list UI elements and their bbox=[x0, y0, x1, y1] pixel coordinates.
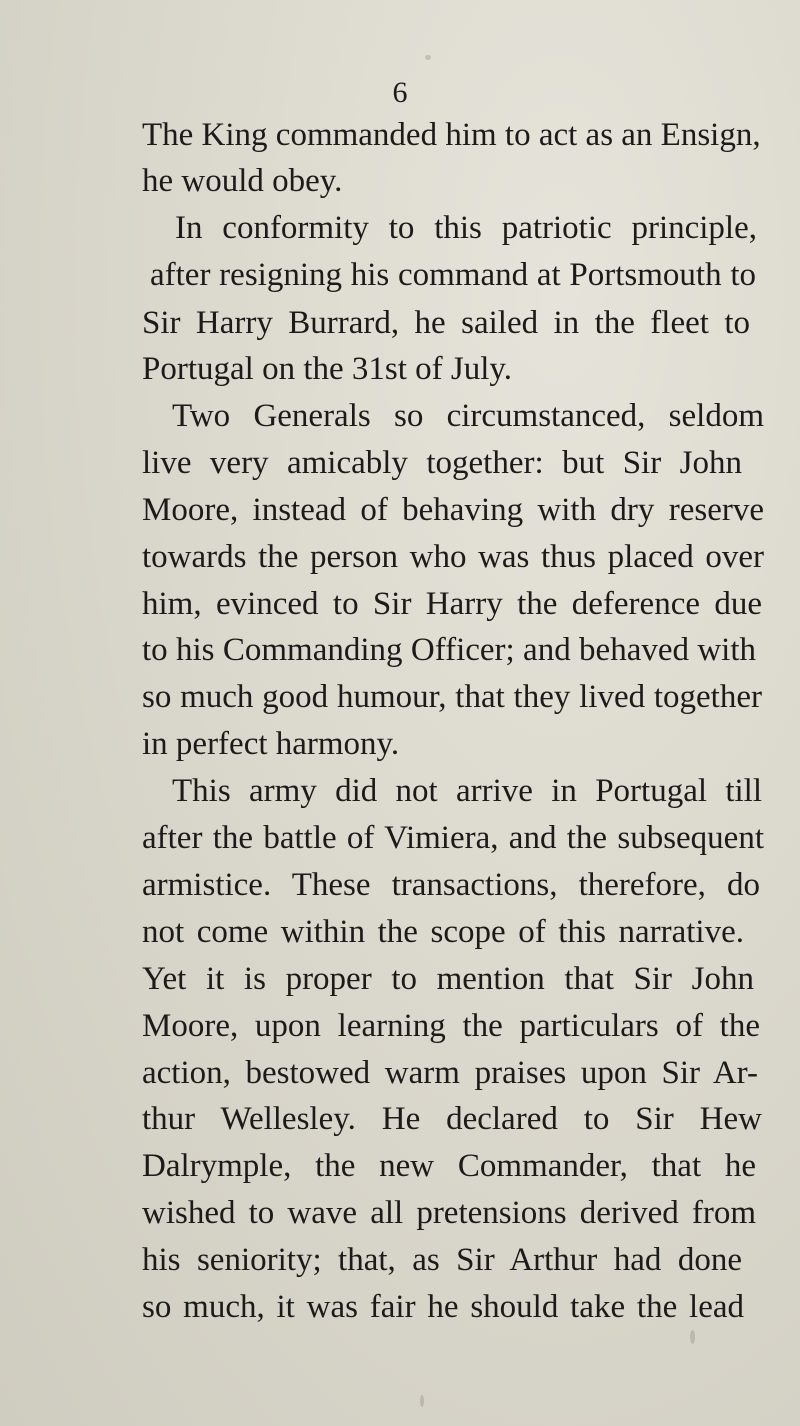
text-line: In conformity to this patriotic principle, bbox=[175, 210, 757, 246]
page-number: 6 bbox=[392, 76, 408, 109]
text-line: This army did not arrive in Portugal till bbox=[172, 773, 762, 809]
paper-speck bbox=[425, 55, 431, 60]
text-line: action, bestowed warm praises upon Sir Ar- bbox=[142, 1055, 758, 1091]
text-line: Sir Harry Burrard, he sailed in the fleet to bbox=[142, 305, 750, 341]
text-line: live very amicably together: but Sir John bbox=[142, 445, 742, 481]
text-line: his seniority; that, as Sir Arthur had done bbox=[142, 1242, 742, 1278]
text-line: Portugal on the 31st of July. bbox=[142, 351, 513, 387]
text-line: Dalrymple, the new Commander, that he bbox=[142, 1148, 756, 1184]
text-line: The King commanded him to act as an Ensign, bbox=[142, 117, 761, 153]
text-line: after resigning his command at Portsmouth to bbox=[150, 257, 756, 293]
text-line: so much, it was fair he should take the lead bbox=[142, 1289, 744, 1325]
text-line: he would obey. bbox=[142, 163, 343, 199]
text-line: after the battle of Vimiera, and the subsequent bbox=[142, 820, 764, 856]
text-line: to his Commanding Officer; and behaved with bbox=[142, 632, 756, 668]
text-line: Moore, instead of behaving with dry reserve bbox=[142, 492, 764, 528]
text-line: towards the person who was thus placed over bbox=[142, 539, 764, 575]
text-line: thur Wellesley. He declared to Sir Hew bbox=[142, 1101, 762, 1137]
text-line: in perfect harmony. bbox=[142, 726, 400, 762]
text-line: wished to wave all pretensions derived from bbox=[142, 1195, 756, 1231]
text-line: armistice. These transactions, therefore, do bbox=[142, 867, 760, 903]
text-line: not come within the scope of this narrative. bbox=[142, 914, 744, 950]
text-line: so much good humour, that they lived together bbox=[142, 679, 762, 715]
text-line: Moore, upon learning the particulars of the bbox=[142, 1008, 760, 1044]
paper-speck bbox=[420, 1395, 424, 1407]
text-line: Two Generals so circumstanced, seldom bbox=[172, 398, 764, 434]
text-line: Yet it is proper to mention that Sir John bbox=[142, 961, 754, 997]
text-line: him, evinced to Sir Harry the deference due bbox=[142, 586, 762, 622]
